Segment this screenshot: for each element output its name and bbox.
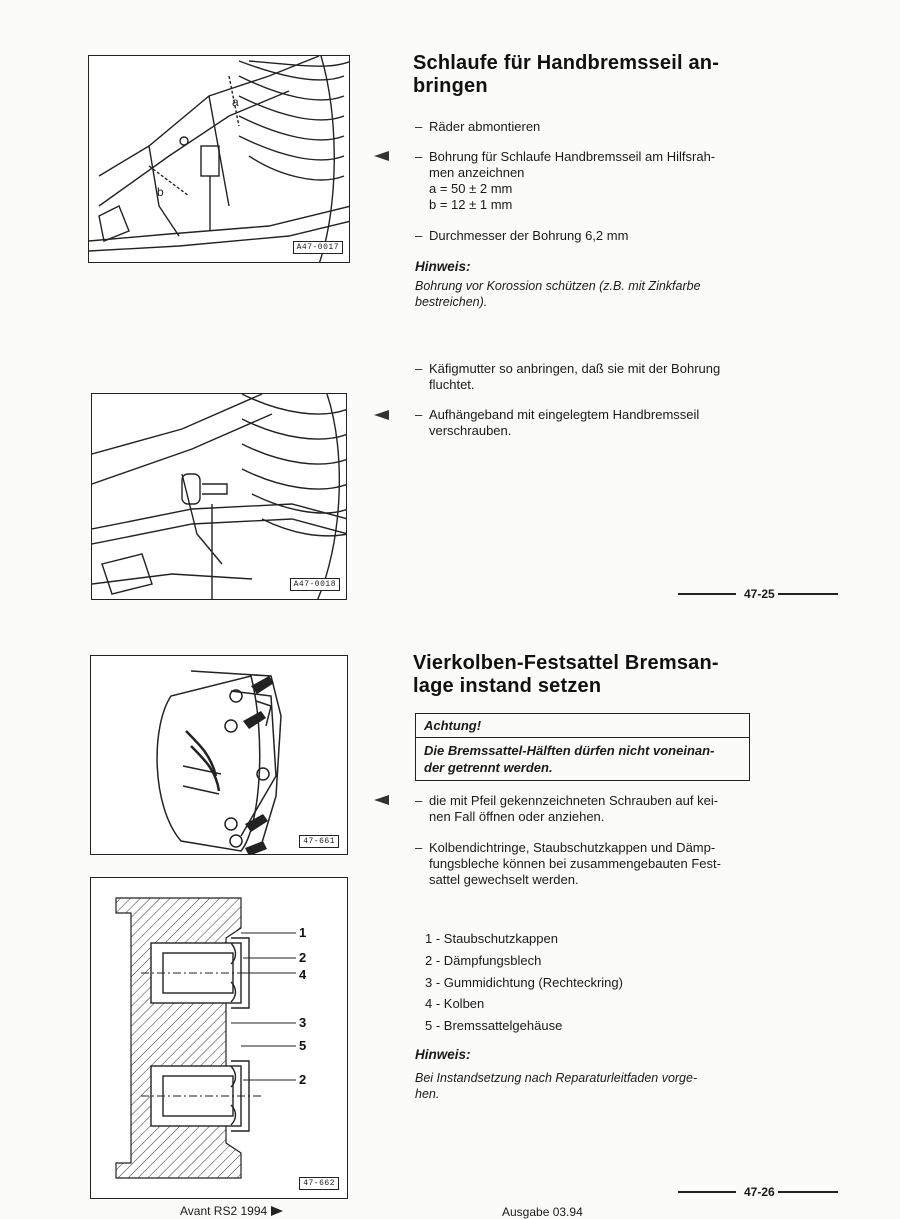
dim-label-a: a bbox=[232, 95, 239, 109]
legend-item: 2 - Dämpfungsblech bbox=[425, 953, 542, 968]
pointer-arrow-icon bbox=[243, 711, 266, 729]
step-bore-diameter: – Durchmesser der Bohrung 6,2 mm bbox=[415, 228, 629, 243]
hint-heading: Hinweis: bbox=[415, 259, 471, 274]
callout-5: 5 bbox=[299, 1038, 307, 1053]
legend-item: 4 - Kolben bbox=[425, 996, 485, 1011]
hint-text: Bei Instandsetzung nach Reparaturleitfaden vorge- hen. bbox=[415, 1071, 698, 1101]
hint-text: Bohrung vor Korossion schützen (z.B. mit Zinkfarbe bestreichen). bbox=[415, 279, 701, 309]
brake-caliper-illustration bbox=[91, 656, 348, 855]
handbrake-bore-illustration bbox=[89, 56, 350, 263]
pointer-arrow-icon bbox=[245, 841, 267, 855]
step-marked-screws: – die mit Pfeil gekennzeichneten Schrauben auf kei- nen Fall öffnen oder anziehen. bbox=[415, 793, 719, 824]
title-line-1: Schlaufe für Handbremsseil an- bbox=[413, 52, 720, 74]
warning-text: Die Bremssattel-Hälften dürfen nicht voneinan- der getrennt werden. bbox=[424, 743, 715, 775]
legend-item: 5 - Bremssattelgehäuse bbox=[425, 1018, 563, 1033]
figure-caliper-section bbox=[90, 877, 348, 1199]
callout-2: 2 bbox=[299, 950, 307, 965]
step-replace-seals: – Kolbendichtringe, Staubschutzkappen und Dämp- fungsbleche können bei zusammengebauten Fest- sattel gewechselt werden. bbox=[415, 840, 721, 887]
dash: – bbox=[415, 361, 423, 376]
caliper-section-diagram bbox=[91, 878, 348, 1199]
callout-1: 1 bbox=[299, 925, 307, 940]
legend-item: 3 - Gummidichtung (Rechteckring) bbox=[425, 975, 623, 990]
title-line-2: bringen bbox=[413, 75, 488, 97]
figure-brake-caliper bbox=[90, 655, 348, 855]
step-screw-strap: – Aufhängeband mit eingelegtem Handbremsseil verschrauben. bbox=[415, 407, 700, 438]
dash: – bbox=[415, 149, 423, 164]
page-number-47-26: 47-26 bbox=[678, 1185, 838, 1199]
page-number-47-25: 47-25 bbox=[678, 587, 838, 601]
pointer-arrow-icon bbox=[374, 410, 389, 420]
warning-box bbox=[415, 713, 750, 781]
title-line-1: Vierkolben-Festsattel Bremsan- bbox=[413, 652, 719, 674]
pointer-arrow-icon bbox=[374, 795, 389, 805]
legend-item: 1 - Staubschutzkappen bbox=[425, 931, 558, 946]
step-cage-nut: – Käfigmutter so anbringen, daß sie mit der Bohrung fluchtet. bbox=[415, 361, 721, 392]
title-line-2: lage instand setzen bbox=[413, 675, 602, 697]
dash: – bbox=[415, 793, 423, 808]
section3-title bbox=[413, 652, 719, 698]
step-remove-wheels: – Räder abmontieren bbox=[415, 119, 541, 134]
figure-label: A47-0018 bbox=[290, 578, 340, 591]
pointer-arrow-icon bbox=[374, 151, 389, 161]
figure-handbrake-bore bbox=[88, 55, 350, 263]
handbrake-strap-illustration bbox=[92, 394, 347, 600]
dash: – bbox=[415, 119, 423, 134]
figure-label: 47-661 bbox=[299, 835, 339, 848]
callout-2b: 2 bbox=[299, 1072, 307, 1087]
step-mark-bore: – Bohrung für Schlaufe Handbremsseil am Hilfsrah- men anzeichnen a = 50 ± 2 mm b = 12 ± 1 mm bbox=[415, 149, 716, 212]
callout-4: 4 bbox=[299, 967, 307, 982]
pointer-arrow-icon bbox=[245, 814, 268, 832]
dash: – bbox=[415, 840, 423, 855]
hint-heading: Hinweis: bbox=[415, 1047, 471, 1062]
dash: – bbox=[415, 407, 423, 422]
triangle-right-icon bbox=[271, 1206, 283, 1216]
footer-edition: Ausgabe 03.94 bbox=[502, 1205, 583, 1219]
callout-3: 3 bbox=[299, 1015, 307, 1030]
warning-heading: Achtung! bbox=[416, 714, 749, 738]
dim-label-b: b bbox=[157, 185, 164, 199]
figure-label: 47-662 bbox=[299, 1177, 339, 1190]
figure-label: A47-0017 bbox=[293, 241, 343, 254]
figure-handbrake-strap bbox=[91, 393, 347, 600]
dash: – bbox=[415, 228, 423, 243]
section1-title bbox=[413, 52, 719, 98]
footer-model: Avant RS2 1994 bbox=[180, 1204, 283, 1218]
